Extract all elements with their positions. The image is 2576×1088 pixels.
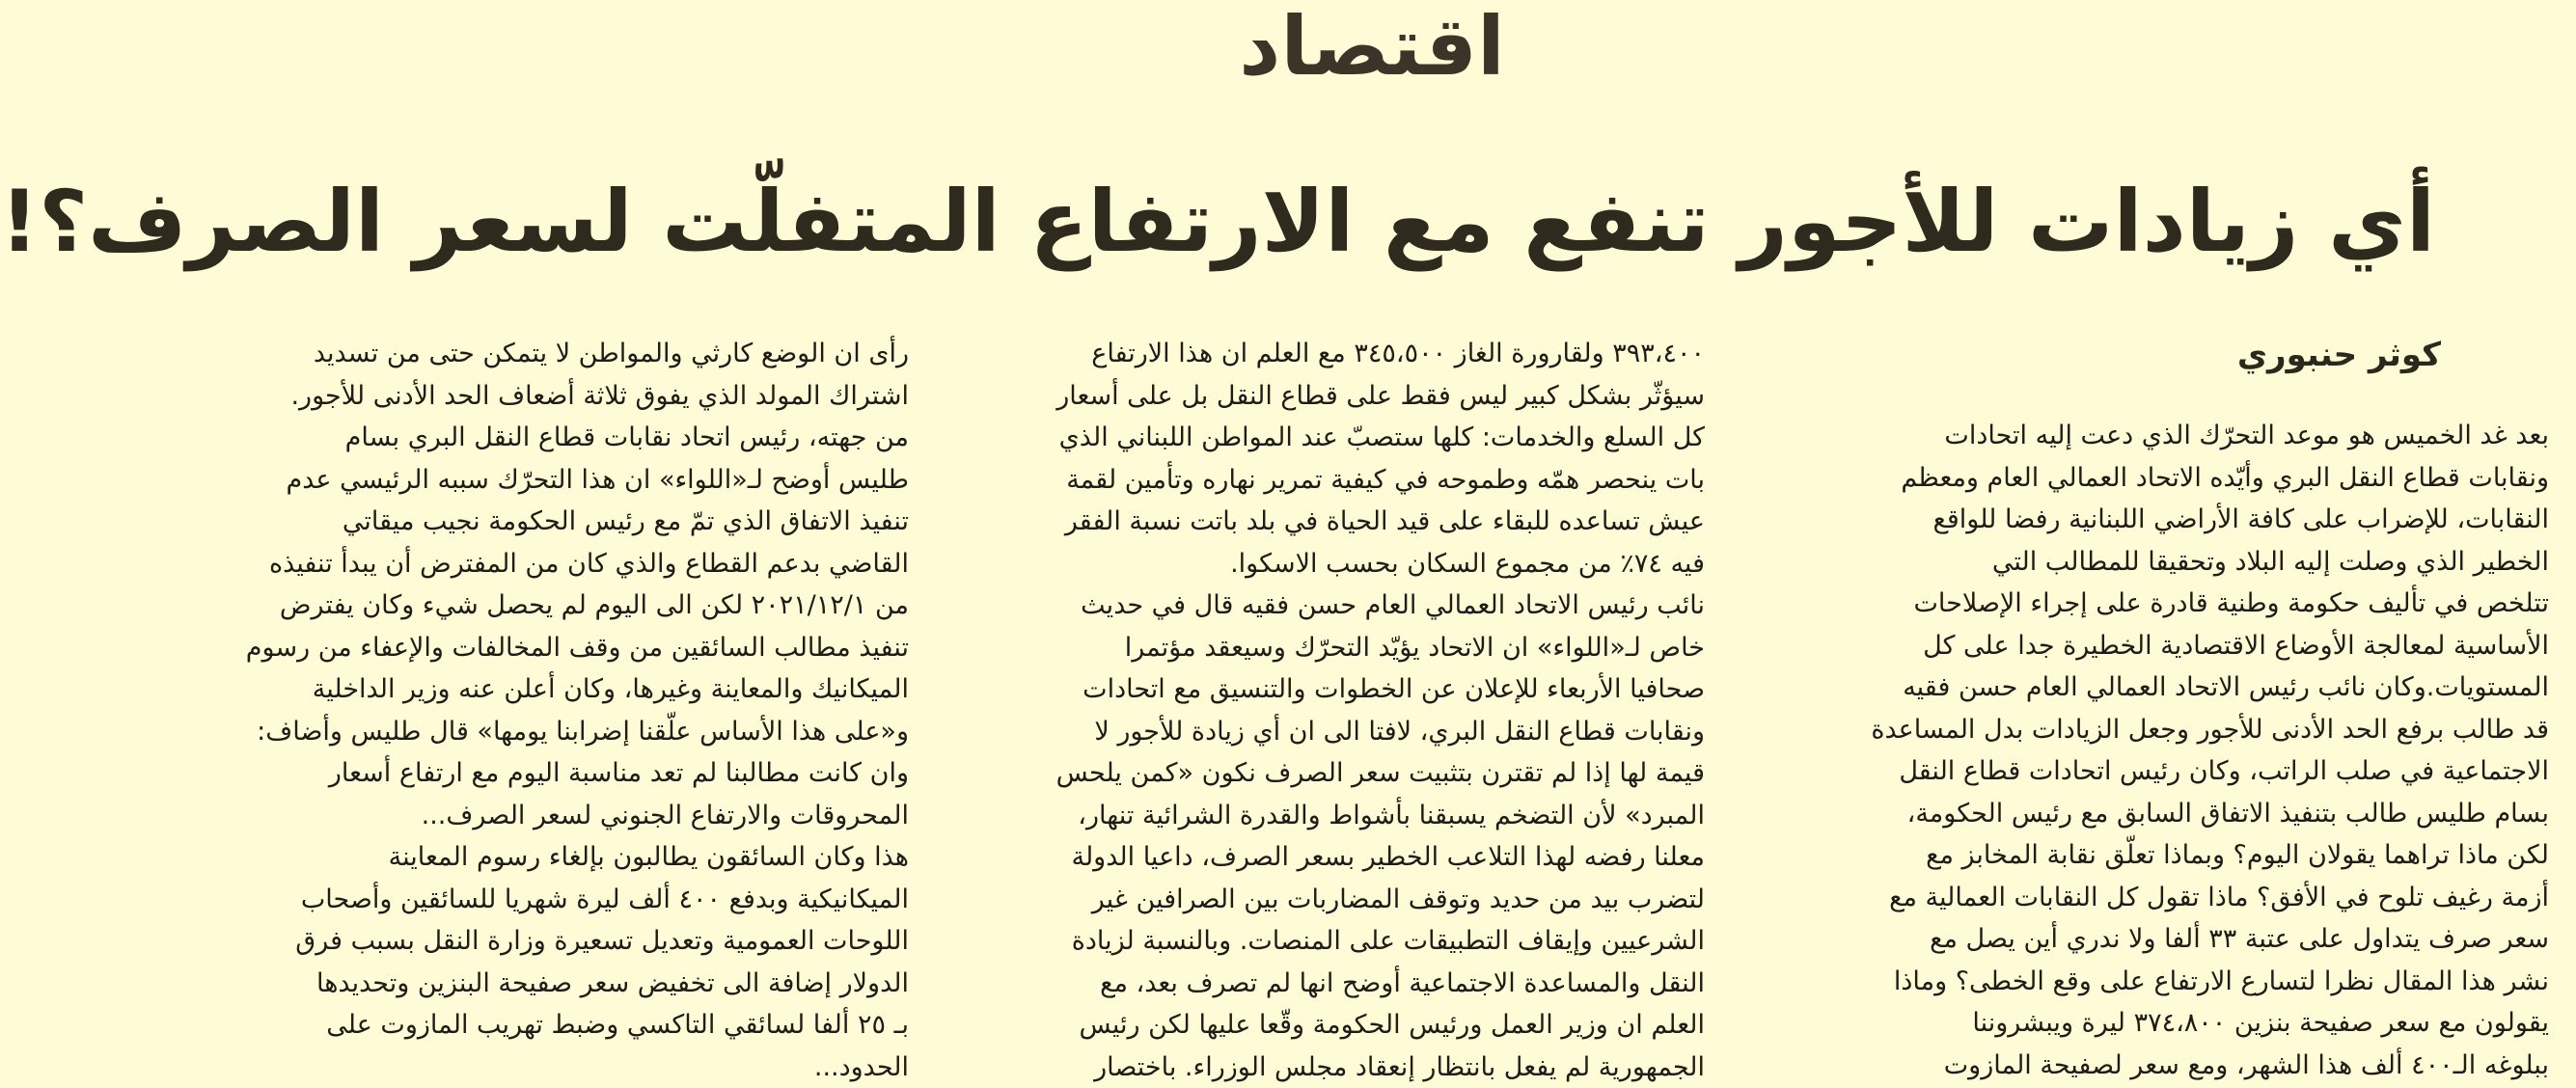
column-line: بعد غد الخميس هو موعد التحرّك الذي دعت إليه اتحادات: [1944, 421, 2549, 450]
column-line: فيه ٧٤٪ من مجموع السكان بحسب الاسكوا.: [1230, 548, 1705, 579]
column-line: القاضي بدعم القطاع والذي كان من المفترض أن يبدأ تنفيذه: [268, 548, 909, 579]
column-line: طليس أوضح لـ«اللواء» ان هذا التحرّك سببه الرئيسي عدم: [286, 464, 909, 495]
column-line: ببلوغه الـ٤٠٠ ألف هذا الشهر، ومع سعر لصفيحة المازوت: [1943, 1049, 2549, 1080]
column-line: سعر صرف يتداول على عتبة ٣٣ ألفا ولا ندري أين يصل مع: [1930, 924, 2549, 954]
column-line: ونقابات قطاع النقل البري وأيّده الاتحاد العمالي العام ومعظم: [1901, 462, 2549, 493]
article-byline: كوثر حنبوري: [2236, 336, 2441, 374]
column-line: كل السلع والخدمات: كلها ستصبّ عند المواطن اللبناني الذي: [1058, 422, 1705, 452]
column-line: الأساسية لمعالجة الأوضاع الاقتصادية الخطيرة جدا على كل: [1923, 630, 2549, 661]
article-column-right: [1768, 415, 2549, 1080]
column-line: لتضرب بيد من حديد وتوقف المضاربات بين الصرافين غير: [1091, 884, 1705, 914]
column-line: الميكانيكية وبدفع ٤٠٠ ألف ليرة شهريا للسائقين وأصحاب: [300, 884, 909, 914]
column-line: معلنا رفضه لهذا التلاعب الخطير بسعر الصرف، داعيا الدولة: [1071, 842, 1705, 872]
column-line: المبرد» لأن التضخم يسبقنا بأشواط والقدرة الشرائية تنهار،: [1078, 800, 1705, 830]
column-line: تتلخص في تأليف حكومة وطنية قادرة على إجراء الإصلاحات: [1913, 588, 2549, 618]
column-line: نشر هذا المقال نظرا لتسارع الارتفاع على وقع الخطى؟ وماذا: [1893, 966, 2549, 996]
section-title: اقتصاد: [1239, 0, 1505, 94]
column-line: الخطير الذي وصلت إليه البلاد وتحقيقا للمطالب التي: [1991, 546, 2549, 577]
article-column-left: [183, 333, 909, 1082]
column-line: العلم ان وزير العمل ورئيس الحكومة وقّعا عليها لكن رئيس: [1079, 1010, 1705, 1040]
column-line: بسام طليس طالب بتنفيذ الاتفاق السابق مع رئيس الحكومة،: [1906, 798, 2549, 829]
column-line: من جهته، رئيس اتحاد نقابات قطاع النقل البري بسام: [344, 422, 909, 452]
column-line: اشتراك المولد الذي يفوق ثلاثة أضعاف الحد الأدنى للأجور.: [290, 380, 909, 411]
column-line: النقل والمساعدة الاجتماعية أوضح انها لم تصرف بعد، مع: [1100, 967, 1705, 998]
article-headline: أي زيادات للأجور تنفع مع الارتفاع المتفلّت لسعر الصرف؟!: [0, 172, 2435, 271]
column-line: بات ينحصر همّه وطموحه في كيفية تمرير نهاره وتأمين لقمة: [1066, 464, 1705, 495]
column-line: عيش تساعده للبقاء على قيد الحياة في بلد باتت نسبة الفقر: [1064, 506, 1705, 536]
column-line: بـ ٢٥ ألفا لسائقي التاكسي وضبط تهريب المازوت على: [326, 1010, 909, 1040]
column-line: الاجتماعية في صلب الراتب، وكان رئيس اتحادات قطاع النقل: [1899, 756, 2549, 786]
column-line: يقولون مع سعر صفيحة بنزين ٣٧٤،٨٠٠ ليرة ويبشروننا: [1972, 1008, 2549, 1038]
column-line: سيؤثّر بشكل كبير ليس فقط على قطاع النقل بل على أسعار: [1056, 380, 1705, 411]
column-line: وان كانت مطالبنا لم تعد مناسبة اليوم مع ارتفاع أسعار: [328, 758, 909, 788]
column-line: ونقابات قطاع النقل البري، لافتا الى ان أي زيادة للأجور لا: [1094, 716, 1705, 747]
column-line: المحروقات والارتفاع الجنوني لسعر الصرف...: [421, 800, 909, 830]
column-line: ٣٩٣،٤٠٠ ولقارورة الغاز ٣٤٥،٥٠٠ مع العلم ان هذا الارتفاع: [1091, 339, 1705, 368]
column-line: الدولار إضافة الى تخفيض سعر صفيحة البنزين وتحديدها: [315, 967, 909, 998]
column-line: تنفيذ مطالب السائقين من وقف المخالفات والإعفاء من رسوم: [245, 632, 909, 663]
column-line: رأى ان الوضع كارثي والمواطن لا يتمكن حتى من تسديد: [313, 339, 909, 368]
column-line: من ٢٠٢١/١٢/١ لكن الى اليوم لم يحصل شيء وكان يفترض: [279, 590, 909, 620]
column-line: لكن ماذا تراهما يقولان اليوم؟ وبماذا تعلّق نقابة المخابز مع: [1926, 840, 2549, 870]
column-line: صحافيا الأربعاء للإعلان عن الخطوات والتنسيق مع اتحادات: [1082, 674, 1705, 704]
column-line: المستويات.وكان نائب رئيس الاتحاد العمالي العام حسن فقيه: [1903, 672, 2549, 702]
column-line: قد طالب برفع الحد الأدنى للأجور وجعل الزيادات بدل المساعدة: [1871, 714, 2549, 745]
column-line: الشرعيين وإيقاف التطبيقات على المنصات. وبالنسبة لزيادة: [1071, 926, 1705, 956]
column-line: أزمة رغيف تلوح في الأفق؟ ماذا تقول كل النقابات العمالية مع: [1889, 882, 2549, 912]
column-line: قيمة لها إذا لم تقترن بتثبيت سعر الصرف نكون «كمن يلحس: [1055, 758, 1705, 788]
column-line: هذا وكان السائقون يطالبون بإلغاء رسوم المعاينة: [388, 842, 909, 872]
column-line: خاص لـ«اللواء» ان الاتحاد يؤيّد التحرّك وسيعقد مؤتمرا: [1124, 632, 1705, 663]
column-line: اللوحات العمومية وتعديل تسعيرة وزارة النقل بسبب فرق: [295, 926, 909, 956]
column-line: تنفيذ الاتفاق الذي تمّ مع رئيس الحكومة نجيب ميقاتي: [342, 506, 909, 536]
article-column-middle: [957, 333, 1705, 1082]
column-line: الجمهورية لم يفعل بانتظار إنعقاد مجلس الوزراء. باختصار: [1094, 1051, 1705, 1082]
column-line: النقابات، للإضراب على كافة الأراضي اللبنانية رفضا للواقع: [1932, 504, 2549, 534]
column-line: الحدود...: [813, 1051, 909, 1082]
column-line: و«على هذا الأساس علّقنا إضرابنا يومها» قال طليس وأضاف:: [257, 716, 909, 747]
column-line: الميكانيك والمعاينة وغيرها، وكان أعلن عنه وزير الداخلية: [312, 674, 909, 704]
column-line: نائب رئيس الاتحاد العمالي العام حسن فقيه قال في حديث: [1081, 590, 1705, 620]
